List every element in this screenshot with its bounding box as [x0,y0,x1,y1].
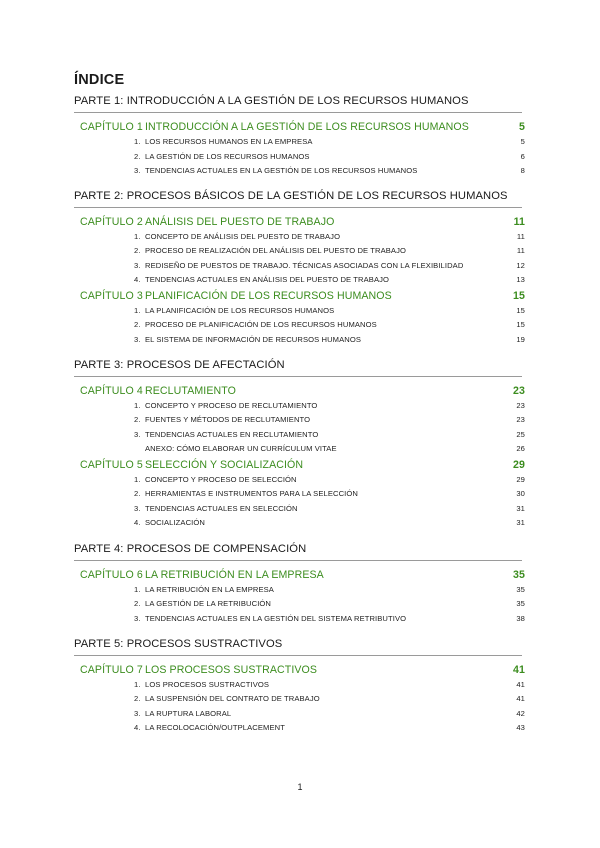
section-page: 41 [516,694,525,703]
section-number: 2. [134,152,141,161]
section-number: 3. [134,261,141,270]
chapter-page: 5 [519,121,525,133]
section-title: FUENTES Y MÉTODOS DE RECLUTAMIENTO [145,415,311,424]
section-page: 19 [516,335,525,344]
section-title: CONCEPTO Y PROCESO DE SELECCIÓN [145,475,297,484]
section-title: SOCIALIZACIÓN [145,518,205,527]
section-title: CONCEPTO DE ANÁLISIS DEL PUESTO DE TRABAJO [145,232,341,241]
section-page: 11 [516,232,525,241]
section-page: 13 [516,275,525,284]
section-number: 4. [134,275,141,284]
section-title: LA GESTIÓN DE LOS RECURSOS HUMANOS [145,152,310,161]
section-page: 30 [516,489,525,498]
page-number: 1 [297,782,303,792]
chapter-page: 11 [513,216,525,228]
toc-title: ÍNDICE [74,72,125,88]
chapter-page: 23 [513,385,525,397]
part-divider [74,112,522,113]
chapter-title: INTRODUCCIÓN A LA GESTIÓN DE LOS RECURSOS HUMANOS [145,121,469,133]
chapter-page: 41 [513,664,525,676]
section-title: PROCESO DE PLANIFICACIÓN DE LOS RECURSOS HUMANOS [145,320,377,329]
chapter-number: CAPÍTULO 3 [80,290,143,302]
section-page: 6 [520,152,525,161]
section-number: 3. [134,335,141,344]
chapter-number: CAPÍTULO 5 [80,459,143,471]
section-title: EL SISTEMA DE INFORMACIÓN DE RECURSOS HUMANOS [145,335,362,344]
part-divider [74,376,522,377]
section-title: TENDENCIAS ACTUALES EN LA GESTIÓN DEL SISTEMA RETRIBUTIVO [145,614,407,623]
section-number: 1. [134,475,141,484]
chapter-title: RECLUTAMIENTO [145,385,236,397]
chapter-number: CAPÍTULO 4 [80,385,143,397]
section-title: REDISEÑO DE PUESTOS DE TRABAJO. TÉCNICAS ASOCIADAS CON LA FLEXIBILIDAD [145,261,464,270]
section-page: 29 [516,475,525,484]
part-divider [74,655,522,656]
section-number: 1. [134,137,141,146]
section-title: CONCEPTO Y PROCESO DE RECLUTAMIENTO [145,401,318,410]
chapter-number: CAPÍTULO 1 [80,121,143,133]
section-number: 3. [134,430,141,439]
section-title: LA GESTIÓN DE LA RETRIBUCIÓN [145,599,272,608]
section-title: LOS PROCESOS SUSTRACTIVOS [145,680,270,689]
section-number: 2. [134,246,141,255]
part-divider [74,560,522,561]
section-page: 35 [516,599,525,608]
section-page: 23 [516,415,525,424]
section-title: LA SUSPENSIÓN DEL CONTRATO DE TRABAJO [145,694,320,703]
section-number: 2. [134,489,141,498]
part-heading: PARTE 3: PROCESOS DE AFECTACIÓN [74,359,285,371]
section-number: 2. [134,599,141,608]
chapter-number: CAPÍTULO 2 [80,216,143,228]
section-title: LA RECOLOCACIÓN/OUTPLACEMENT [145,723,285,732]
part-heading: PARTE 1: INTRODUCCIÓN A LA GESTIÓN DE LOS RECURSOS HUMANOS [74,95,469,107]
section-title: LA RUPTURA LABORAL [145,709,232,718]
chapter-number: CAPÍTULO 6 [80,569,143,581]
section-page: 23 [516,401,525,410]
section-title: PROCESO DE REALIZACIÓN DEL ANÁLISIS DEL PUESTO DE TRABAJO [145,246,407,255]
section-number: 2. [134,415,141,424]
section-title: LA RETRIBUCIÓN EN LA EMPRESA [145,585,274,594]
part-heading: PARTE 5: PROCESOS SUSTRACTIVOS [74,638,283,650]
chapter-number: CAPÍTULO 7 [80,664,143,676]
section-page: 35 [516,585,525,594]
section-title: LA PLANIFICACIÓN DE LOS RECURSOS HUMANOS [145,306,335,315]
section-number: 3. [134,614,141,623]
section-number: 4. [134,723,141,732]
section-number: 1. [134,232,141,241]
section-number: 3. [134,709,141,718]
section-number: 2. [134,320,141,329]
section-title: TENDENCIAS ACTUALES EN SELECCIÓN [145,504,298,513]
section-number: 1. [134,585,141,594]
section-number: 1. [134,401,141,410]
section-page: 26 [516,444,525,453]
section-title: TENDENCIAS ACTUALES EN RECLUTAMIENTO [145,430,319,439]
section-title: HERRAMIENTAS E INSTRUMENTOS PARA LA SELECCIÓN [145,489,358,498]
part-divider [74,207,522,208]
section-title: TENDENCIAS ACTUALES EN LA GESTIÓN DE LOS RECURSOS HUMANOS [145,166,418,175]
section-page: 11 [516,246,525,255]
section-title: LOS RECURSOS HUMANOS EN LA EMPRESA [145,137,313,146]
section-page: 12 [516,261,525,270]
section-page: 42 [516,709,525,718]
section-number: 3. [134,166,141,175]
section-number: 4. [134,518,141,527]
chapter-page: 15 [513,290,525,302]
section-title: ANEXO: CÓMO ELABORAR UN CURRÍCULUM VITAE [145,444,337,453]
section-number: 3. [134,504,141,513]
part-heading: PARTE 4: PROCESOS DE COMPENSACIÓN [74,543,307,555]
chapter-title: SELECCIÓN Y SOCIALIZACIÓN [145,459,304,471]
section-page: 38 [516,614,525,623]
chapter-page: 35 [513,569,525,581]
section-page: 15 [516,306,525,315]
section-title: TENDENCIAS ACTUALES EN ANÁLISIS DEL PUESTO DE TRABAJO [145,275,390,284]
section-page: 31 [516,504,525,513]
chapter-title: ANÁLISIS DEL PUESTO DE TRABAJO [145,216,335,228]
part-heading: PARTE 2: PROCESOS BÁSICOS DE LA GESTIÓN DE LOS RECURSOS HUMANOS [74,190,508,202]
section-number: 2. [134,694,141,703]
section-page: 8 [520,166,525,175]
section-page: 5 [520,137,525,146]
chapter-title: LA RETRIBUCIÓN EN LA EMPRESA [145,569,324,581]
section-number: 1. [134,680,141,689]
section-page: 41 [516,680,525,689]
chapter-page: 29 [513,459,525,471]
chapter-title: LOS PROCESOS SUSTRACTIVOS [145,664,318,676]
section-page: 15 [516,320,525,329]
chapter-title: PLANIFICACIÓN DE LOS RECURSOS HUMANOS [145,290,392,302]
section-page: 25 [516,430,525,439]
section-number: 1. [134,306,141,315]
section-page: 43 [516,723,525,732]
section-page: 31 [516,518,525,527]
